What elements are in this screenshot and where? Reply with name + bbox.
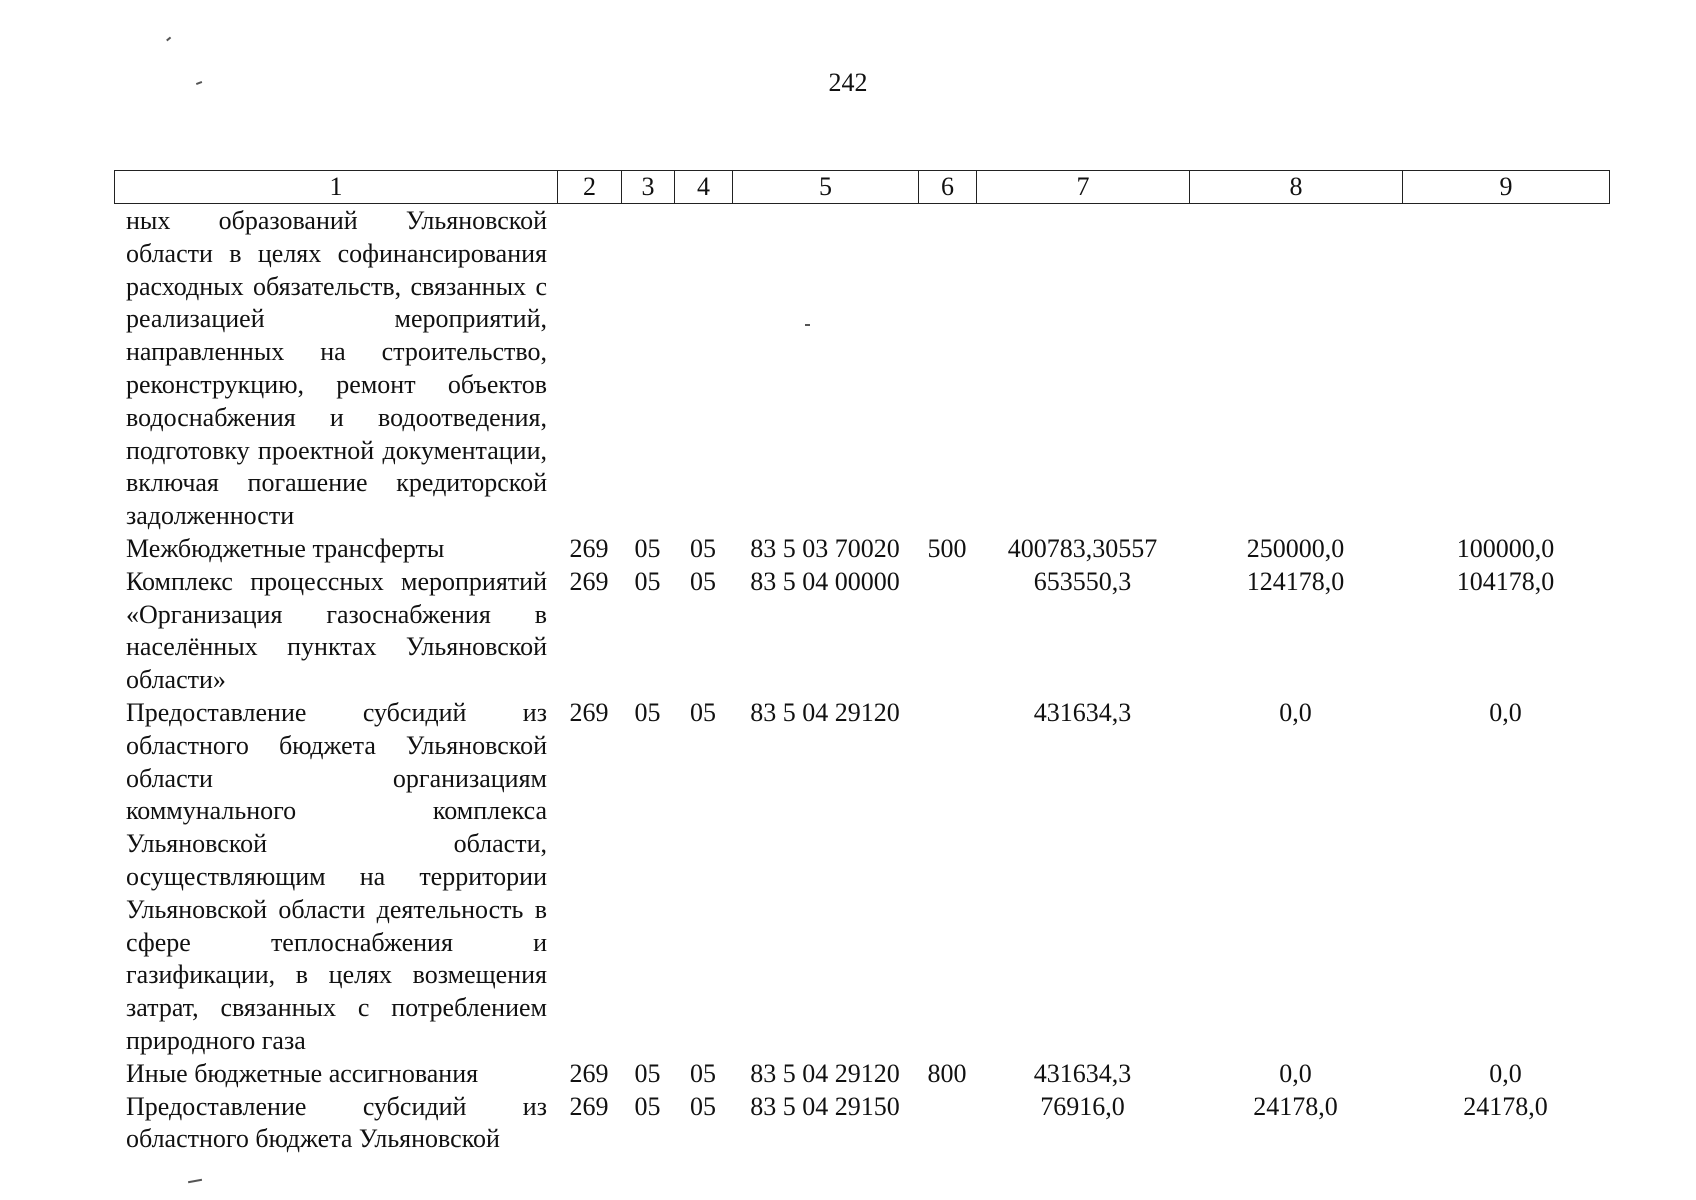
cell-col-9: 24178,0 xyxy=(1463,1091,1548,1121)
cell-col-7: 431634,3 xyxy=(1033,697,1132,727)
cell-col-7: 76916,0 xyxy=(1040,1091,1125,1121)
cell-col-3: 05 xyxy=(634,533,661,563)
header-col-4: 4 xyxy=(675,171,733,204)
row-description: Предоставление субсидий из областного бюджета Ульяновской xyxy=(126,1091,547,1154)
cell-col-4: 05 xyxy=(690,1091,716,1121)
cell-col-9 xyxy=(1402,205,1609,533)
table-header xyxy=(114,170,1610,204)
header-col-5: 5 xyxy=(733,171,919,204)
cell-col-9: 104178,0 xyxy=(1456,566,1555,596)
cell-col-3: 05 xyxy=(634,1091,661,1121)
cell-col-2: 269 xyxy=(569,697,609,727)
cell-col-5 xyxy=(732,205,918,533)
scan-speck xyxy=(166,37,171,41)
row-description: Предоставление субсидий из областного бюджета Ульяновской области организациям коммунального комплекса Ульяновской области, осуществляющим на территории Ульяновской области деятельность в сфере теплоснабжения и газификации, в целях возмещения затрат, связанных с потреблением природного газа xyxy=(126,697,547,1055)
cell-col-2: 269 xyxy=(569,1091,609,1121)
row-description: Комплекс процессных мероприятий «Организация газоснабжения в населённых пунктах Ульяновской области» xyxy=(126,566,547,695)
cell-col-7: 653550,3 xyxy=(1033,566,1132,596)
cell-col-6: 800 xyxy=(927,1058,967,1088)
cell-col-4: 05 xyxy=(690,697,716,727)
cell-col-9: 0,0 xyxy=(1489,1058,1522,1088)
cell-col-6 xyxy=(918,566,976,697)
cell-col-3: 05 xyxy=(634,697,661,727)
row-description: ных образований Ульяновской области в целях софинансирования расходных обязательств, связанных с реализацией мероприятий, направленных на строительство, реконструкцию, ремонт объектов водоснабжения и водоотведения, подготовку проектной документации, включая погашение кредиторской задолженности xyxy=(126,206,547,531)
cell-col-8: 250000,0 xyxy=(1246,533,1345,563)
row-description: Иные бюджетные ассигнования xyxy=(126,1058,479,1088)
table-row xyxy=(114,697,1609,1058)
scan-speck xyxy=(805,324,810,326)
cell-col-6 xyxy=(918,1091,976,1157)
cell-col-8: 124178,0 xyxy=(1246,566,1345,596)
cell-col-4: 05 xyxy=(690,1058,716,1088)
header-col-9: 9 xyxy=(1403,171,1610,204)
table-row xyxy=(114,1091,1609,1157)
cell-col-2: 269 xyxy=(569,533,609,563)
cell-col-4: 05 xyxy=(690,566,716,596)
cell-col-5: 83 5 04 29120 xyxy=(750,697,900,727)
header-row xyxy=(115,171,1610,204)
cell-col-8: 0,0 xyxy=(1279,1058,1312,1088)
cell-col-4: 05 xyxy=(690,533,716,563)
header-col-6: 6 xyxy=(919,171,977,204)
page-number: 242 xyxy=(828,68,868,97)
cell-col-5: 83 5 04 29120 xyxy=(750,1058,900,1088)
cell-col-7 xyxy=(976,205,1189,533)
cell-col-2 xyxy=(557,205,621,533)
cell-col-3: 05 xyxy=(634,566,661,596)
cell-col-5: 83 5 03 70020 xyxy=(750,533,900,563)
table-row xyxy=(114,1058,1609,1091)
header-col-7: 7 xyxy=(977,171,1190,204)
cell-col-9: 0,0 xyxy=(1489,697,1522,727)
row-description: Межбюджетные трансферты xyxy=(126,533,445,563)
header-col-1: 1 xyxy=(115,171,558,204)
header-col-3: 3 xyxy=(622,171,675,204)
cell-col-6: 500 xyxy=(927,533,967,563)
cell-col-8 xyxy=(1189,205,1402,533)
cell-col-3 xyxy=(621,205,674,533)
cell-col-5: 83 5 04 29150 xyxy=(750,1091,900,1121)
budget-table xyxy=(114,205,1609,1156)
header-col-8: 8 xyxy=(1190,171,1403,204)
header-col-2: 2 xyxy=(558,171,622,204)
table-row xyxy=(114,205,1609,533)
cell-col-8: 0,0 xyxy=(1279,697,1312,727)
cell-col-7: 400783,30557 xyxy=(1007,533,1158,563)
cell-col-8: 24178,0 xyxy=(1253,1091,1338,1121)
cell-col-3: 05 xyxy=(634,1058,661,1088)
cell-col-6 xyxy=(918,697,976,1058)
table-row xyxy=(114,566,1609,697)
cell-col-7: 431634,3 xyxy=(1033,1058,1132,1088)
scan-speck xyxy=(188,1179,202,1183)
table-row xyxy=(114,533,1609,566)
cell-col-9: 100000,0 xyxy=(1456,533,1555,563)
cell-col-4 xyxy=(674,205,732,533)
cell-col-2: 269 xyxy=(569,1058,609,1088)
cell-col-2: 269 xyxy=(569,566,609,596)
cell-col-5: 83 5 04 00000 xyxy=(750,566,900,596)
cell-col-6 xyxy=(918,205,976,533)
